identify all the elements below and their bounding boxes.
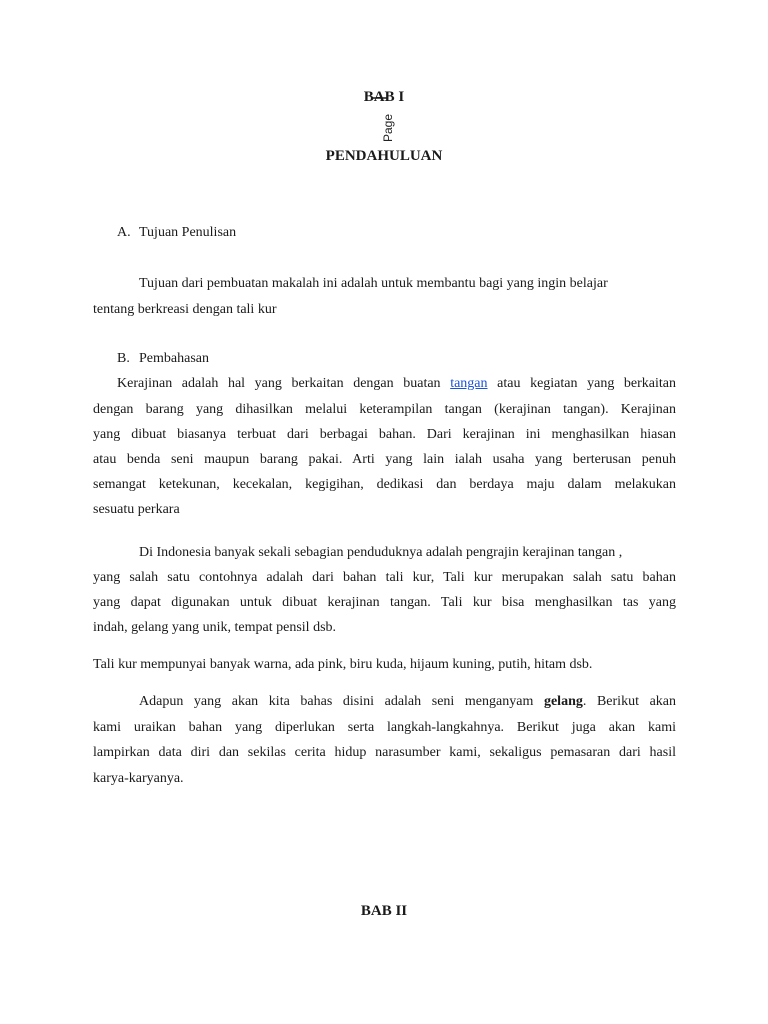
section-b-p3: Tali kur mempunyai banyak warna, ada pink, biru kuda, hijaum kuning, putih, hitam dsb. bbox=[93, 657, 593, 672]
section-b-title: Pembahasan bbox=[139, 351, 209, 366]
chapter-title-bab-1: BAB I bbox=[363, 89, 405, 105]
section-b-p1-line-3: yang dibuat biasanya terbuat dari berbagai bahan. Dari kerajinan ini menghasilkan hiasan bbox=[93, 427, 676, 442]
section-a-title: Tujuan Penulisan bbox=[139, 225, 237, 240]
page-marker-label: Page bbox=[381, 113, 395, 142]
page-marker-strike-icon bbox=[369, 94, 399, 108]
section-b-p1-line-6: sesuatu perkara bbox=[93, 502, 180, 517]
section-b-p1-line-5: semangat ketekunan, kecekalan, kegigihan, dedikasi dan berdaya maju dalam melakukan bbox=[93, 477, 676, 492]
chapter-subtitle: PENDAHULUAN bbox=[325, 148, 443, 164]
link-tangan[interactable]: tangan bbox=[450, 376, 488, 391]
section-b-p4-line-2: kami uraikan bahan yang diperlukan serta langkah-langkahnya. Berikut juga akan kami bbox=[93, 720, 676, 735]
p1-line1-pre: Kerajinan adalah hal yang berkaitan dengan buatan bbox=[117, 376, 441, 391]
p4-line1-pre: Adapun yang akan kita bahas disini adalah seni menganyam bbox=[139, 694, 534, 709]
p1-line1-post: atau kegiatan yang berkaitan bbox=[497, 376, 676, 391]
section-a-marker: A. bbox=[117, 225, 131, 240]
section-b-p2-line-1: Di Indonesia banyak sekali sebagian penduduknya adalah pengrajin kerajinan tangan , bbox=[139, 545, 623, 560]
section-b-p4-line-1 bbox=[139, 694, 676, 710]
p4-line1-post: . Berikut akan bbox=[582, 694, 676, 709]
p4-line1-bold: gelang bbox=[543, 694, 583, 709]
section-b-p1-line-2: dengan barang yang dihasilkan melalui keterampilan tangan (kerajinan tangan). Kerajinan bbox=[93, 402, 676, 417]
section-b-p2-line-4: indah, gelang yang unik, tempat pensil dsb. bbox=[93, 620, 337, 635]
section-b-p1-line-4: atau benda seni maupun barang pakai. Arti yang lain ialah usaha yang berterusan penuh bbox=[93, 452, 676, 467]
section-b-p4-line-4: karya-karyanya. bbox=[93, 771, 184, 786]
section-b-p2-line-2: yang salah satu contohnya adalah dari bahan tali kur, Tali kur merupakan salah satu bahan bbox=[93, 570, 676, 585]
page-marker bbox=[371, 104, 401, 144]
section-b-marker: B. bbox=[117, 351, 130, 366]
section-b-p1-line-1 bbox=[117, 376, 676, 392]
section-a-para-line-1: Tujuan dari pembuatan makalah ini adalah untuk membantu bagi yang ingin belajar bbox=[139, 276, 608, 291]
section-a-para-line-2: tentang berkreasi dengan tali kur bbox=[93, 302, 277, 317]
section-b-p2-line-3: yang dapat digunakan untuk dibuat kerajinan tangan. Tali kur bisa menghasilkan tas yang bbox=[93, 595, 676, 610]
chapter-title-bab-2: BAB II bbox=[360, 903, 408, 919]
section-b-p4-line-3: lampirkan data diri dan sekilas cerita hidup narasumber kami, sekaligus pemasaran dari hasil bbox=[93, 745, 676, 760]
